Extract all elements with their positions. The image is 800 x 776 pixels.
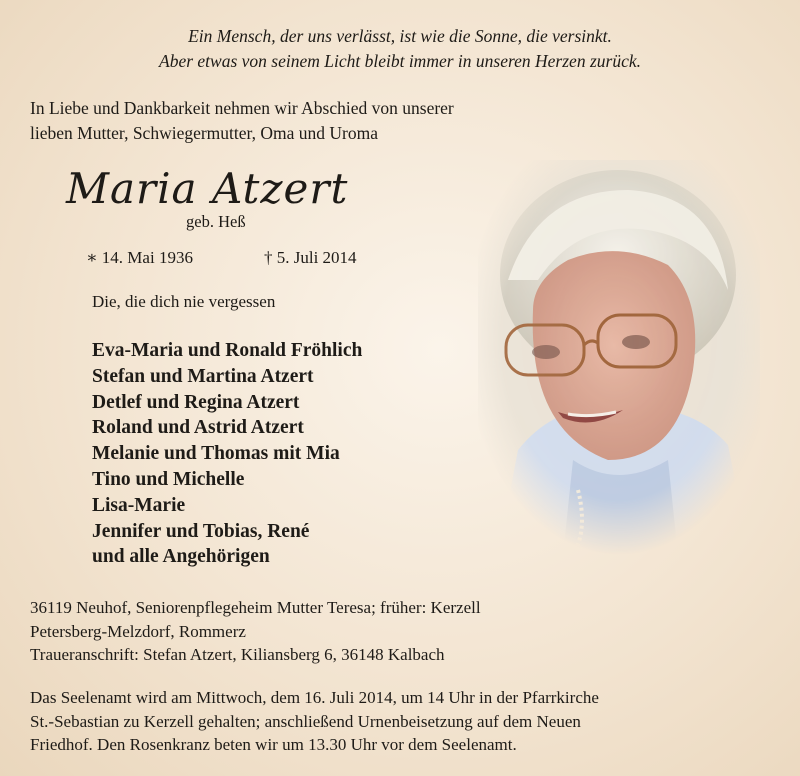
mourner-item: Eva-Maria und Ronald Fröhlich — [92, 340, 363, 361]
mourner-item: Detlef und Regina Atzert — [92, 391, 300, 413]
address-block — [30, 596, 481, 667]
mourners-list — [92, 338, 362, 570]
mourner-item: Melanie und Thomas mit Mia — [92, 443, 340, 465]
quote-line-1: Ein Mensch, der uns verlässt, ist wie die Sonne, die versinkt. — [188, 26, 612, 46]
intro-line-2: lieben Mutter, Schwiegermutter, Oma und Uroma — [30, 123, 379, 143]
address-line-2: Petersberg-Melzdorf, Rommerz — [30, 621, 246, 641]
service-line-1: Das Seelenamt wird am Mittwoch, dem 16. Juli 2014, um 14 Uhr in der Pfarrkirche — [30, 688, 599, 707]
memorial-quote — [0, 24, 800, 74]
address-line-1: 36119 Neuhof, Seniorenpflegeheim Mutter Teresa; früher: Kerzell — [30, 598, 481, 617]
birth-date: ∗ 14. Mai 1936 — [86, 248, 193, 267]
quote-line-2: Aber etwas von seinem Licht bleibt immer in unseren Herzen zurück. — [159, 51, 641, 71]
mourner-item: Roland und Astrid Atzert — [92, 417, 304, 439]
mourner-item: und alle Angehörigen — [92, 546, 270, 568]
mourners-intro: Die, die dich nie vergessen — [92, 292, 276, 311]
farewell-intro — [30, 96, 454, 146]
death-date: † 5. Juli 2014 — [264, 248, 357, 267]
service-line-2: St.-Sebastian zu Kerzell gehalten; anschließend Urnenbeisetzung auf dem Neuen — [30, 711, 581, 731]
portrait-photo — [478, 160, 760, 555]
intro-line-1: In Liebe und Dankbarkeit nehmen wir Abschied von unserer — [30, 98, 454, 118]
mourner-item: Tino und Michelle — [92, 468, 245, 490]
deceased-name: Maria Atzert — [66, 164, 349, 213]
mourner-item: Lisa-Marie — [92, 494, 186, 516]
address-line-3: Traueranschrift: Stefan Atzert, Kiliansberg 6, 36148 Kalbach — [30, 645, 445, 664]
service-line-3: Friedhof. Den Rosenkranz beten wir um 13.30 Uhr vor dem Seelenamt. — [30, 735, 517, 754]
service-info — [30, 686, 770, 757]
mourner-item: Stefan und Martina Atzert — [92, 365, 314, 387]
birth-name: geb. Heß — [186, 212, 246, 231]
mourner-item: Jennifer und Tobias, René — [92, 520, 310, 542]
